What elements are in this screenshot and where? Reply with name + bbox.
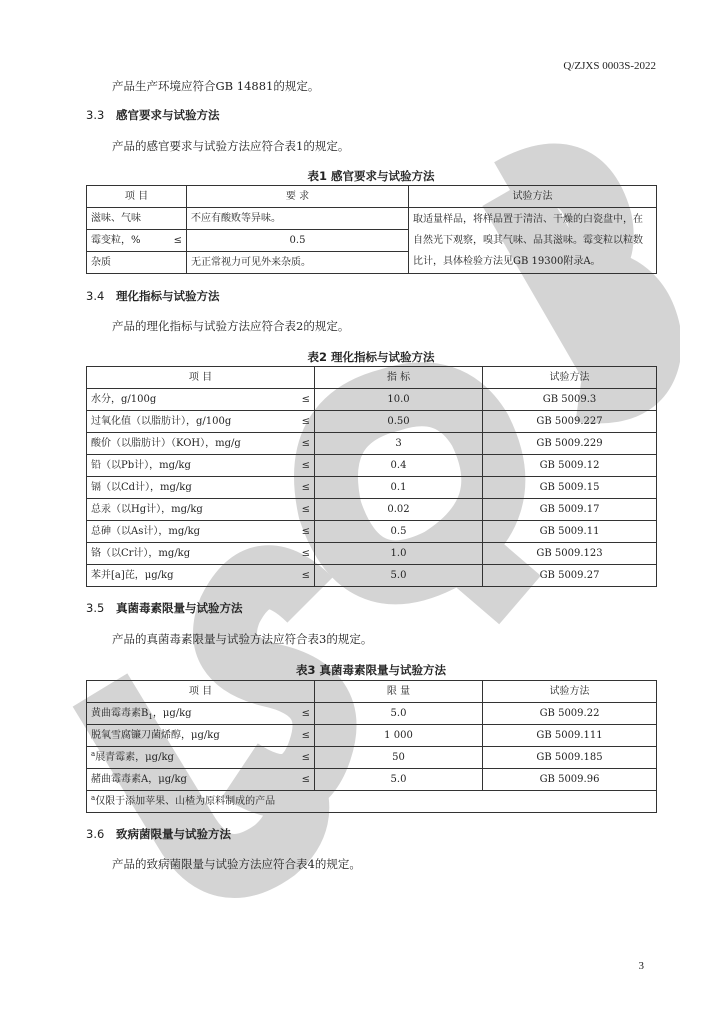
table-row: [87, 521, 657, 543]
le-symbol: ≤: [301, 482, 310, 493]
table-cell-value: 1.0: [315, 543, 483, 565]
le-symbol: ≤: [301, 438, 310, 449]
table3: [86, 680, 657, 813]
table-header-row: [87, 186, 657, 208]
section-3-5-text: 产品的真菌毒素限量与试验方法应符合表3的规定。: [112, 632, 373, 646]
table-cell-item: [87, 703, 315, 725]
le-symbol: ≤: [301, 570, 310, 581]
le-symbol: ≤: [173, 235, 182, 246]
item-label: 赭曲霉毒素A，μg/kg: [91, 774, 187, 785]
table-header-cell: 限 量: [315, 681, 483, 703]
section-number: 3.5: [86, 601, 105, 615]
table-cell-method: GB 5009.229: [483, 433, 657, 455]
table-cell-item: [87, 543, 315, 565]
table-header-cell: 要 求: [187, 186, 409, 208]
table-cell-requirement: 不应有酸败等异味。: [187, 208, 409, 230]
table-header-cell: 试验方法: [483, 681, 657, 703]
table-cell-value: 0.02: [315, 499, 483, 521]
table-cell-item: [87, 769, 315, 791]
le-symbol: ≤: [301, 526, 310, 537]
table-cell-method: GB 5009.227: [483, 411, 657, 433]
table-cell-value: 0.1: [315, 477, 483, 499]
le-symbol: ≤: [301, 774, 310, 785]
table2: [86, 366, 657, 587]
le-symbol: ≤: [301, 730, 310, 741]
table-cell-item: [87, 411, 315, 433]
section-3-6-heading: [86, 826, 231, 842]
table-cell-value: 50: [315, 747, 483, 769]
table2-caption: 表2 理化指标与试验方法: [307, 350, 435, 364]
section-3-3-heading: [86, 107, 220, 123]
section-3-3-text: 产品的感官要求与试验方法应符合表1的规定。: [112, 139, 350, 153]
table-row: [87, 543, 657, 565]
table-cell-value: 5.0: [315, 565, 483, 587]
table-row: [87, 725, 657, 747]
le-symbol: ≤: [301, 504, 310, 515]
table-footnote: [87, 791, 657, 813]
item-label: 酸价（以脂肪计）（KOH），mg/g: [91, 438, 241, 449]
item-label: 黄曲霉毒素B: [91, 708, 149, 719]
le-symbol: ≤: [301, 548, 310, 559]
table-cell-item: 杂质: [87, 252, 187, 274]
table-cell-method: GB 5009.27: [483, 565, 657, 587]
item-label: 总汞（以Hg计），mg/kg: [91, 504, 203, 515]
le-symbol: ≤: [301, 708, 310, 719]
table-cell-method: GB 5009.15: [483, 477, 657, 499]
section-3-5-heading: [86, 600, 243, 616]
table-cell-item: [87, 565, 315, 587]
item-label: 脱氧雪腐镰刀菌烯醇，μg/kg: [91, 730, 220, 741]
table-header-row: [87, 681, 657, 703]
section-title: 真菌毒素限量与试验方法: [116, 601, 243, 615]
section-title: 理化指标与试验方法: [116, 289, 220, 303]
section-title: 感官要求与试验方法: [116, 108, 220, 122]
table-header-cell: 试验方法: [483, 367, 657, 389]
section-3-4-heading: [86, 288, 220, 304]
table-row: [87, 499, 657, 521]
table-cell-method: GB 5009.185: [483, 747, 657, 769]
table-cell-method: GB 5009.17: [483, 499, 657, 521]
table-cell-method: GB 5009.123: [483, 543, 657, 565]
table-cell-item: 滋味、气味: [87, 208, 187, 230]
table-cell-item: [87, 230, 187, 252]
table-header-cell: 项 目: [87, 186, 187, 208]
table-cell-value: 5.0: [315, 769, 483, 791]
section-3-6-text: 产品的致病菌限量与试验方法应符合表4的规定。: [112, 857, 361, 871]
table3-caption: 表3 真菌毒素限量与试验方法: [295, 663, 446, 677]
section-number: 3.4: [86, 289, 105, 303]
table-row: [87, 477, 657, 499]
footnote-marker: a: [91, 794, 96, 802]
table-cell-item: [87, 433, 315, 455]
table-row: [87, 747, 657, 769]
section-number: 3.6: [86, 827, 105, 841]
table-cell-value: 3: [315, 433, 483, 455]
table-header-cell: 试验方法: [409, 186, 657, 208]
table1: [86, 185, 657, 274]
item-label: 展青霉素，μg/kg: [95, 752, 174, 763]
intro-paragraph: 产品生产环境应符合GB 14881的规定。: [112, 79, 320, 93]
table-cell-method: GB 5009.3: [483, 389, 657, 411]
table-row: [87, 769, 657, 791]
table-cell-value: 5.0: [315, 703, 483, 725]
table-cell-item: [87, 477, 315, 499]
table-cell-value: 0.50: [315, 411, 483, 433]
table-row: [87, 411, 657, 433]
table-cell-value: 1 000: [315, 725, 483, 747]
table-header-row: [87, 367, 657, 389]
item-label: 镉（以Cd计），mg/kg: [91, 482, 192, 493]
table1-caption: 表1 感官要求与试验方法: [307, 169, 435, 183]
table-cell-item: [87, 747, 315, 769]
table-header-cell: 项 目: [87, 681, 315, 703]
table-cell-method: GB 5009.12: [483, 455, 657, 477]
item-label: 水分，g/100g: [91, 394, 157, 405]
section-3-4-text: 产品的理化指标与试验方法应符合表2的规定。: [112, 319, 350, 333]
item-label: 霉变粒，%: [91, 235, 141, 246]
le-symbol: ≤: [301, 394, 310, 405]
table-footnote-row: [87, 791, 657, 813]
item-label: 总砷（以As计），mg/kg: [91, 526, 201, 537]
table-cell-requirement: 无正常视力可见外来杂质。: [187, 252, 409, 274]
table-header-cell: 项 目: [87, 367, 315, 389]
table-row: [87, 703, 657, 725]
table-cell-method: GB 5009.11: [483, 521, 657, 543]
page-number: 3: [638, 960, 644, 972]
le-symbol: ≤: [301, 416, 310, 427]
table-cell-value: 0.5: [315, 521, 483, 543]
item-label: 过氧化值（以脂肪计），g/100g: [91, 416, 232, 427]
table-row: [87, 208, 657, 230]
table-cell-item: [87, 455, 315, 477]
footnote-marker: a: [91, 750, 96, 758]
table-header-cell: 指 标: [315, 367, 483, 389]
table-cell-value: 0.4: [315, 455, 483, 477]
table-row: [87, 565, 657, 587]
table-cell-method: 取适量样品，将样品置于清洁、干燥的白瓷盘中，在自然光下观察，嗅其气味、品其滋味。霉变粒以粒数比计，具体检验方法见GB 19300附录A。: [409, 208, 657, 274]
table-cell-method: GB 5009.96: [483, 769, 657, 791]
table-row: [87, 433, 657, 455]
item-label: 苯并[a]芘，μg/kg: [91, 570, 174, 581]
table-row: [87, 455, 657, 477]
le-symbol: ≤: [301, 752, 310, 763]
le-symbol: ≤: [301, 460, 310, 471]
doc-code: Q/ZJXS 0003S-2022: [563, 60, 656, 72]
table-cell-method: GB 5009.111: [483, 725, 657, 747]
item-label: 铅（以Pb计），mg/kg: [91, 460, 191, 471]
item-unit: ，μg/kg: [152, 708, 192, 719]
table-row: [87, 389, 657, 411]
table-cell-item: [87, 725, 315, 747]
subscript: 1: [148, 713, 153, 721]
footnote-text: 仅限于添加苹果、山楂为原料制成的产品: [95, 796, 276, 807]
table-cell-method: GB 5009.22: [483, 703, 657, 725]
table-cell-requirement: 0.5: [187, 230, 409, 252]
table-cell-item: [87, 389, 315, 411]
section-number: 3.3: [86, 108, 105, 122]
table-cell-value: 10.0: [315, 389, 483, 411]
table-cell-item: [87, 521, 315, 543]
item-label: 铬（以Cr计），mg/kg: [91, 548, 191, 559]
section-title: 致病菌限量与试验方法: [116, 827, 231, 841]
table-cell-item: [87, 499, 315, 521]
